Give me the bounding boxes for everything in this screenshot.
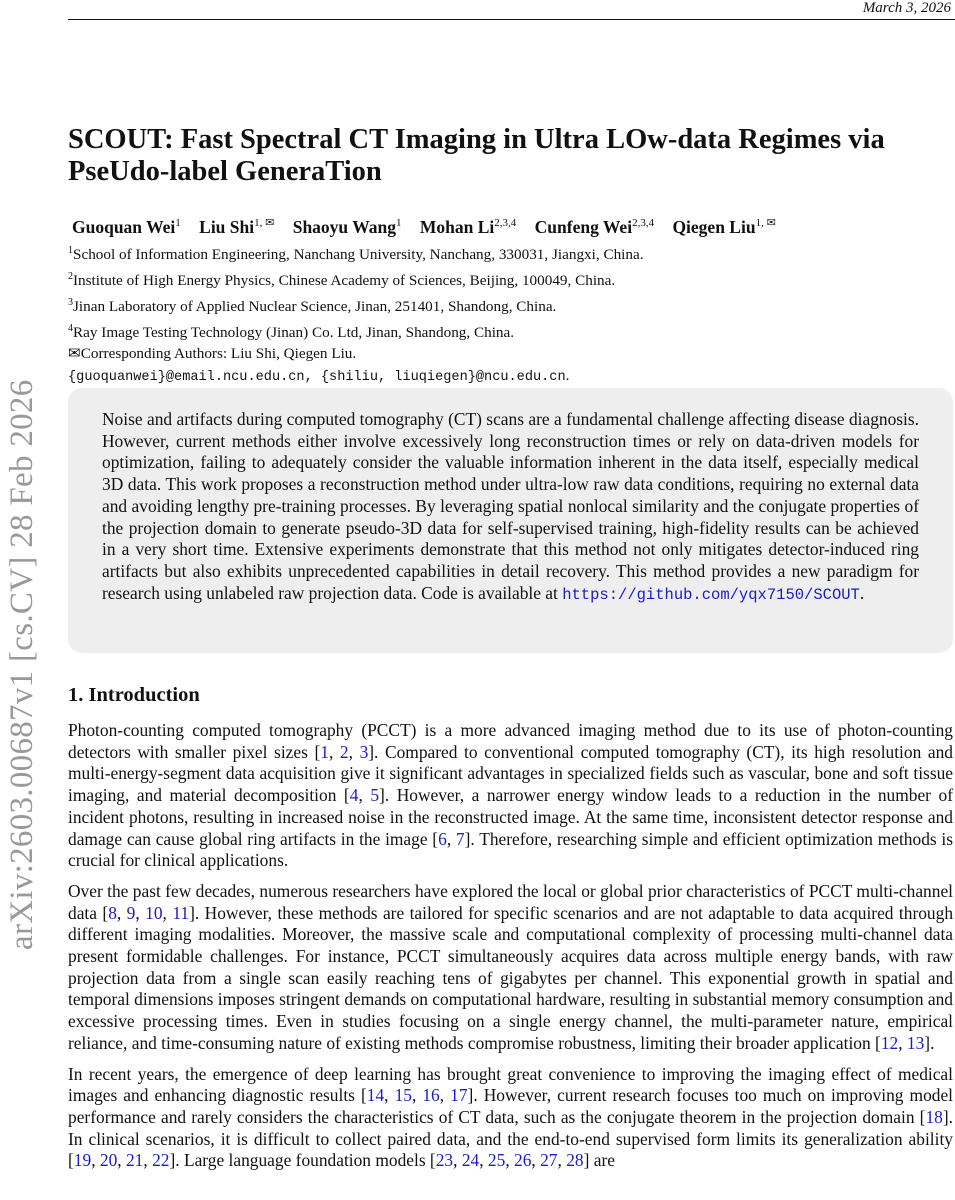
paragraph-text: , [117,1150,126,1171]
paragraph-text: , [439,1085,451,1106]
citation-link[interactable]: 3 [359,741,369,762]
paragraph-text: , [531,1150,541,1171]
citation-link[interactable]: 16 [422,1085,440,1106]
paragraph-text: ]. [924,1032,935,1053]
citation-link[interactable]: 8 [108,902,117,923]
citation-link[interactable]: 14 [366,1085,385,1106]
citation-link[interactable]: 19 [73,1150,92,1171]
paragraph-text: , [384,1085,395,1106]
affiliation-number: 2 [68,270,73,282]
citation-link[interactable]: 18 [925,1106,943,1127]
paragraph-text: ]. However, current research focuses too much on improving model performance and rarely considers the characteristics of CT data, such as the conjugate theorem in the projection domain [ [68,1085,954,1127]
paragraph-text: , [328,741,340,762]
affiliation-line [68,266,644,292]
author-emails: {guoquanwei}@email.ncu.edu.cn, {shiliu, liuqiegen}@ncu.edu.cn [68,370,566,386]
corresponding-text: Corresponding Authors: Liu Shi, Qiegen Liu. [80,345,357,363]
author [420,217,516,237]
affiliation-text: Institute of High Energy Physics, Chinese Academy of Sciences, Beijing, 100049, China. [73,271,616,289]
arxiv-identifier: arXiv:2603.00687v1 [cs.CV] 28 Feb 2026 [4,379,40,950]
affiliation-number: 4 [68,322,73,334]
author-list [72,216,790,238]
author-affil: 1 [175,217,181,229]
code-link[interactable]: https://github.com/yqx7150/SCOUT [562,585,860,604]
paragraph-text: , [557,1150,567,1171]
affiliation-line [68,292,644,318]
affiliation-number: 3 [68,296,73,308]
paragraph-text: , [91,1150,100,1171]
citation-link[interactable]: 4 [349,785,359,806]
author [199,217,274,237]
paragraph-text: In recent years, the emergence of deep learning has brought great convenience to improving the imaging effect of medical images and enhancing diagnostic results [ [68,1063,953,1106]
author-name: Guoquan Wei [72,216,176,237]
email-line-end: . [565,367,570,385]
citation-link[interactable]: 11 [172,902,190,923]
paragraph-text: , [898,1032,907,1053]
paragraph-text: Over the past few decades, numerous researchers have explored the local or global prior characteristics of PCCT multi-channel data [ [68,880,953,923]
paragraph-text: ]. However, a narrower energy window leads to a reduction in the number of incident photons, resulting in increased noise in the reconstructed image. At the same time, inconsistent detector response and damage can cause global ring artifacts in the image [ [68,785,953,849]
envelope-icon: ✉ [68,345,81,363]
corresponding-line [68,343,644,365]
paragraph-text: , [479,1150,488,1171]
affiliation-text: School of Information Engineering, Nanchang University, Nanchang, 330031, Jiangxi, China. [73,246,644,264]
citation-link[interactable]: 17 [450,1085,468,1106]
paragraph-text: , [411,1085,423,1106]
paragraph-text: , [348,741,360,762]
abstract-body: Noise and artifacts during computed tomography (CT) scans are a fundamental challenge affecting disease diagnosis. However, current methods either involve excessively long reconstruction times or rely on data-driven models for optimization, failing to adequately consider the valuable information inherent in the data itself, especially medical 3D data. This work proposes a reconstruction method under ultra-low raw data conditions, requiring no external data and avoiding lengthy pre-training processes. By leveraging spatial nonlocal similarity and the conjugate properties of the projection domain to generate pseudo-3D data for self-supervised training, high-fidelity results can be achieved in a very short time. Extensive experiments demonstrate that this method not only mitigates detector-induced ring artifacts but also exhibits unprecedented capabilities in detail recovery. This method provides a new paradigm for research using unlabeled raw projection data. Code is available at [102,409,919,603]
citation-link[interactable]: 24 [461,1150,480,1171]
citation-link[interactable]: 26 [514,1150,532,1171]
paragraph-text: , [162,902,173,923]
citation-link[interactable]: 22 [152,1150,170,1171]
citation-link[interactable]: 20 [99,1150,118,1171]
paragraph-text: , [116,902,127,923]
citation-link[interactable]: 2 [339,741,349,762]
citation-link[interactable]: 27 [540,1150,558,1171]
paragraph-text: ]. Large language foundation models [ [169,1150,436,1171]
paragraph-text: ] are [583,1150,615,1171]
affiliation-line [68,318,644,344]
author-name: Qiegen Liu [672,216,756,237]
abstract-end: . [859,582,865,603]
author-affil: 1, ✉ [254,217,275,229]
author-name: Cunfeng Wei [534,216,633,237]
citation-link[interactable]: 25 [487,1150,506,1171]
paragraph-text: ]. In clinical scenarios, it is difficult to collect paired data, and the end-to-end supervised form limits its generalization ability [ [68,1106,953,1171]
author-name: Shaoyu Wang [292,216,396,237]
citation-link[interactable]: 9 [126,902,136,923]
introduction-body [68,720,953,1181]
paper-title: SCOUT: Fast Spectral CT Imaging in Ultra LOw-data Regimes via PseUdo-label GeneraTion [68,124,885,187]
paragraph-text: ]. Therefore, researching simple and efficient optimization methods is crucial for clinical applications. [68,828,954,871]
paragraph-text: , [446,828,456,849]
citation-link[interactable]: 23 [435,1150,454,1171]
body-paragraph [68,1064,953,1173]
paragraph-text: ]. Compared to conventional computed tomography (CT), its high resolution and multi-energy-segment data acquisition give it significant advantages in specialized fields such as vascular, bone and soft tissue imaging, and material decomposition [ [68,741,953,806]
author-affil: 2,3,4 [632,217,655,229]
author-name: Liu Shi [199,216,255,237]
citation-link[interactable]: 7 [455,828,465,849]
affiliation-text: Ray Image Testing Technology (Jinan) Co. Ltd, Jinan, Shandong, China. [73,323,515,341]
citation-link[interactable]: 15 [394,1085,412,1106]
body-paragraph [68,720,953,872]
affiliation-number: 1 [68,245,73,256]
affiliation-line [68,240,644,266]
author [293,217,402,237]
abstract-box [68,388,953,653]
affiliations [68,240,644,389]
author [535,217,654,237]
citation-link[interactable]: 5 [370,785,380,806]
paragraph-text: , [505,1150,515,1171]
citation-link[interactable]: 6 [438,828,447,849]
header-date: March 3, 2026 [862,0,951,16]
author-affil: 1 [396,217,402,229]
citation-link[interactable]: 1 [320,741,329,762]
citation-link[interactable]: 28 [566,1150,584,1171]
email-line [68,365,644,389]
author-name: Mohan Li [419,216,495,237]
citation-link[interactable]: 21 [125,1150,144,1171]
abstract-text [102,409,919,606]
body-paragraph [68,881,953,1055]
affiliation-text: Jinan Laboratory of Applied Nuclear Science, Jinan, 251401, Shandong, China. [73,297,557,315]
author-affil: 2,3,4 [494,217,517,229]
paragraph-text: , [143,1150,153,1171]
paragraph-text: ]. However, these methods are tailored for specific scenarios and are not adaptable to data acquired through different imaging modalities. Moreover, the massive scale and computational complexity of processing multi-channel data present formidable challenges. For instance, PCCT simultaneously acquires data across multiple energy bands, with raw projection data from a single scan easily reaching tens of gigabytes per channel. This exponential growth in spatial and temporal dimensions imposes stringent demands on computational hardware, resulting in substantial memory consumption and excessive processing times. Even in studies focusing on a single energy channel, the multi-parameter nature, empirical reliance, and time-consuming nature of existing methods compromise robustness, limiting their broader application [ [68,902,954,1053]
paragraph-text: , [453,1150,462,1171]
paragraph-text: , [358,785,371,806]
citation-link[interactable]: 12 [880,1032,899,1053]
author [672,217,775,237]
paragraph-text: Photon-counting computed tomography (PCCT) is a more advanced imaging method due to its use of photon-counting detectors with smaller pixel sizes [ [68,720,953,762]
citation-link[interactable]: 13 [906,1032,925,1053]
header-rule [68,19,955,20]
section-heading: 1. Introduction [68,684,200,706]
paragraph-text: , [135,902,146,923]
author [72,217,181,237]
citation-link[interactable]: 10 [145,902,163,923]
author-affil: 1, ✉ [755,217,776,229]
